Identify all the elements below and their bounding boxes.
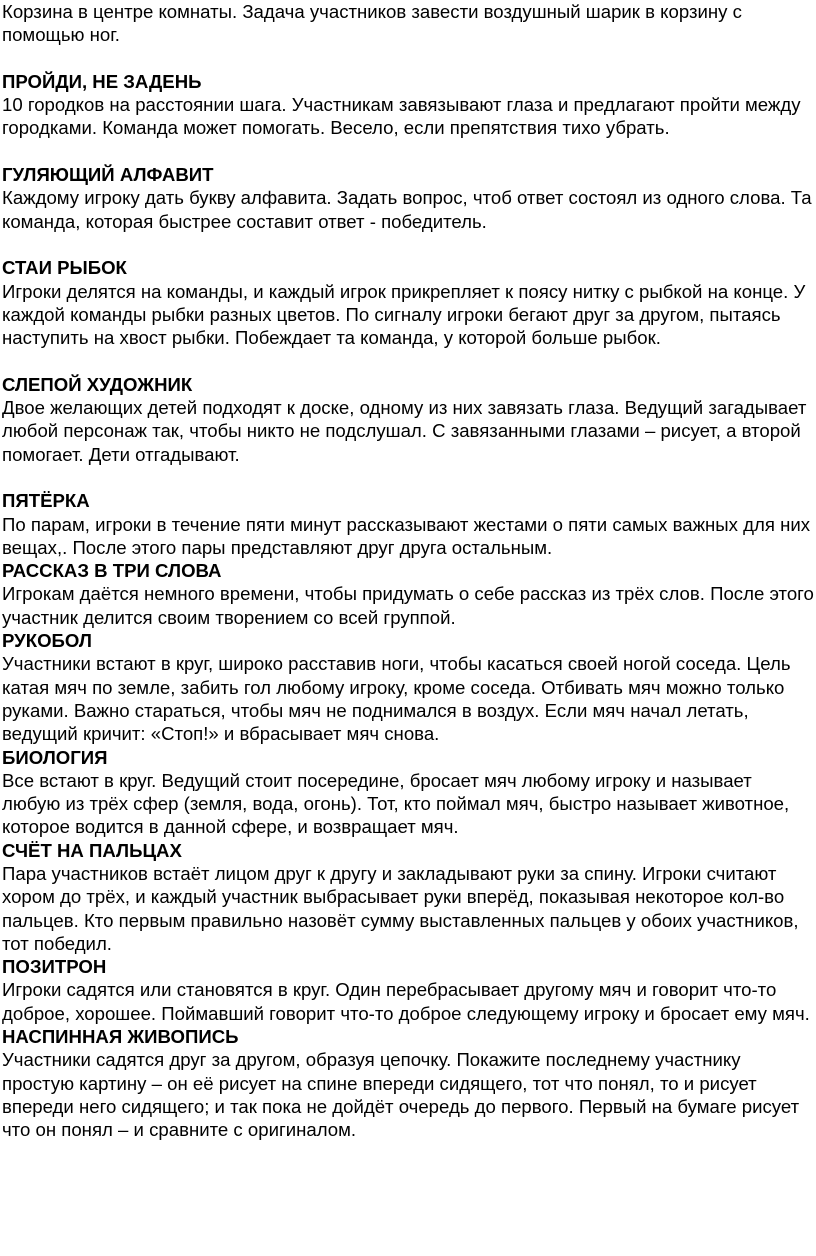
paragraph-gap — [2, 349, 814, 372]
section-title-rasskaz: РАССКАЗ В ТРИ СЛОВА — [2, 560, 222, 582]
paragraph-gap — [2, 233, 814, 256]
section-title-slepoy-hudozhnik: СЛЕПОЙ ХУДОЖНИК — [2, 373, 193, 395]
section-text-pozitron: Игроки садятся или становятся в круг. Один перебрасывает другому мяч и говорит что-то доброе, хорошее. Поймавший говорит что-то доброе следующему игроку и бросает ему мяч. — [2, 979, 810, 1024]
section-text-alfavit: Каждому игроку дать букву алфавита. Задать вопрос, чтоб ответ состоял из одного слова. Та команда, которая быстрее составит ответ - победитель. — [2, 187, 812, 232]
document-page — [2, 0, 814, 1142]
section-title-pozitron: ПОЗИТРОН — [2, 956, 107, 978]
section-title-proydi: ПРОЙДИ, НЕ ЗАДЕНЬ — [2, 70, 202, 92]
section-text-slepoy-hudozhnik: Двое желающих детей подходят к доске, одному из них завязать глаза. Ведущий загадывает любой персонаж так, чтобы никто не подслушал. С завязанными глазами – рисует, а второй помогает. Дети отгадывают. — [2, 397, 807, 465]
paragraph-gap — [2, 47, 814, 70]
section-title-biologiya: БИОЛОГИЯ — [2, 746, 108, 768]
section-text-biologiya: Все встают в круг. Ведущий стоит посередине, бросает мяч любому игроку и называет любую из трёх сфер (земля, вода, огонь). Тот, кто поймал мяч, быстро называет животное, которое водится в данной сфере, и возвращает мяч. — [2, 769, 790, 838]
section-title-rukobol: РУКОБОЛ — [2, 630, 92, 652]
section-text-rasskaz: Игрокам даётся немного времени, чтобы придумать о себе рассказ из трёх слов. После этого участник делится своим творением со всей группой. — [2, 583, 814, 628]
section-text-schet: Пара участников встаёт лицом друг к другу и закладывают руки за спину. Игроки считают хором до трёх, и каждый участник выбрасывает руки вперёд, показывая некоторое кол-во пальцев. Кто первым правильно назовёт сумму выставленных пальцев у обоих участников, тот победил. — [2, 862, 799, 954]
section-text-pyaterka: По парам, игроки в течение пяти минут рассказывают жестами о пяти самых важных для них вещах,. После этого пары представляют друг друга остальным. — [2, 513, 811, 558]
paragraph-gap — [2, 466, 814, 489]
section-text-rukobol: Участники встают в круг, широко расставив ноги, чтобы касаться своей ногой соседа. Цель катая мяч по земле, забить гол любому игроку, кроме соседа. Отбивать мяч можно только руками. Важно стараться, чтобы мяч не поднимался в воздух. Если мяч начал летать, ведущий кричит: «Стоп!» и вбрасывает мяч снова. — [2, 653, 791, 745]
paragraph-gap — [2, 140, 814, 163]
section-text-proydi: 10 городков на расстоянии шага. Участникам завязывают глаза и предлагают пройти между городками. Команда может помогать. Весело, если препятствия тихо убрать. — [2, 94, 801, 139]
intro-paragraph: Корзина в центре комнаты. Задача участников завести воздушный шарик в корзину с помощью ног. — [2, 1, 742, 46]
section-title-alfavit: ГУЛЯЮЩИЙ АЛФАВИТ — [2, 164, 214, 186]
section-title-schet: СЧЁТ НА ПАЛЬЦАХ — [2, 839, 182, 861]
section-text-naspinnaya: Участники садятся друг за другом, образуя цепочку. Покажите последнему участнику простую картину – он её рисует на спине впереди сидящего, тот что понял, то и рисует впереди него сидящего; и так пока не дойдёт очередь до первого. Первый на бумаге рисует что он понял – и сравните с оригиналом. — [2, 1049, 800, 1141]
section-title-pyaterka: ПЯТЁРКА — [2, 490, 90, 512]
section-title-stai-rybok: СТАИ РЫБОК — [2, 257, 127, 279]
section-text-stai-rybok: Игроки делятся на команды, и каждый игрок прикрепляет к поясу нитку с рыбкой на конце. У каждой команды рыбки разных цветов. По сигналу игроки бегают друг за другом, пытаясь наступить на хвост рыбки. Побеждает та команда, у которой больше рыбок. — [2, 280, 806, 349]
section-title-naspinnaya: НАСПИННАЯ ЖИВОПИСЬ — [2, 1026, 239, 1048]
